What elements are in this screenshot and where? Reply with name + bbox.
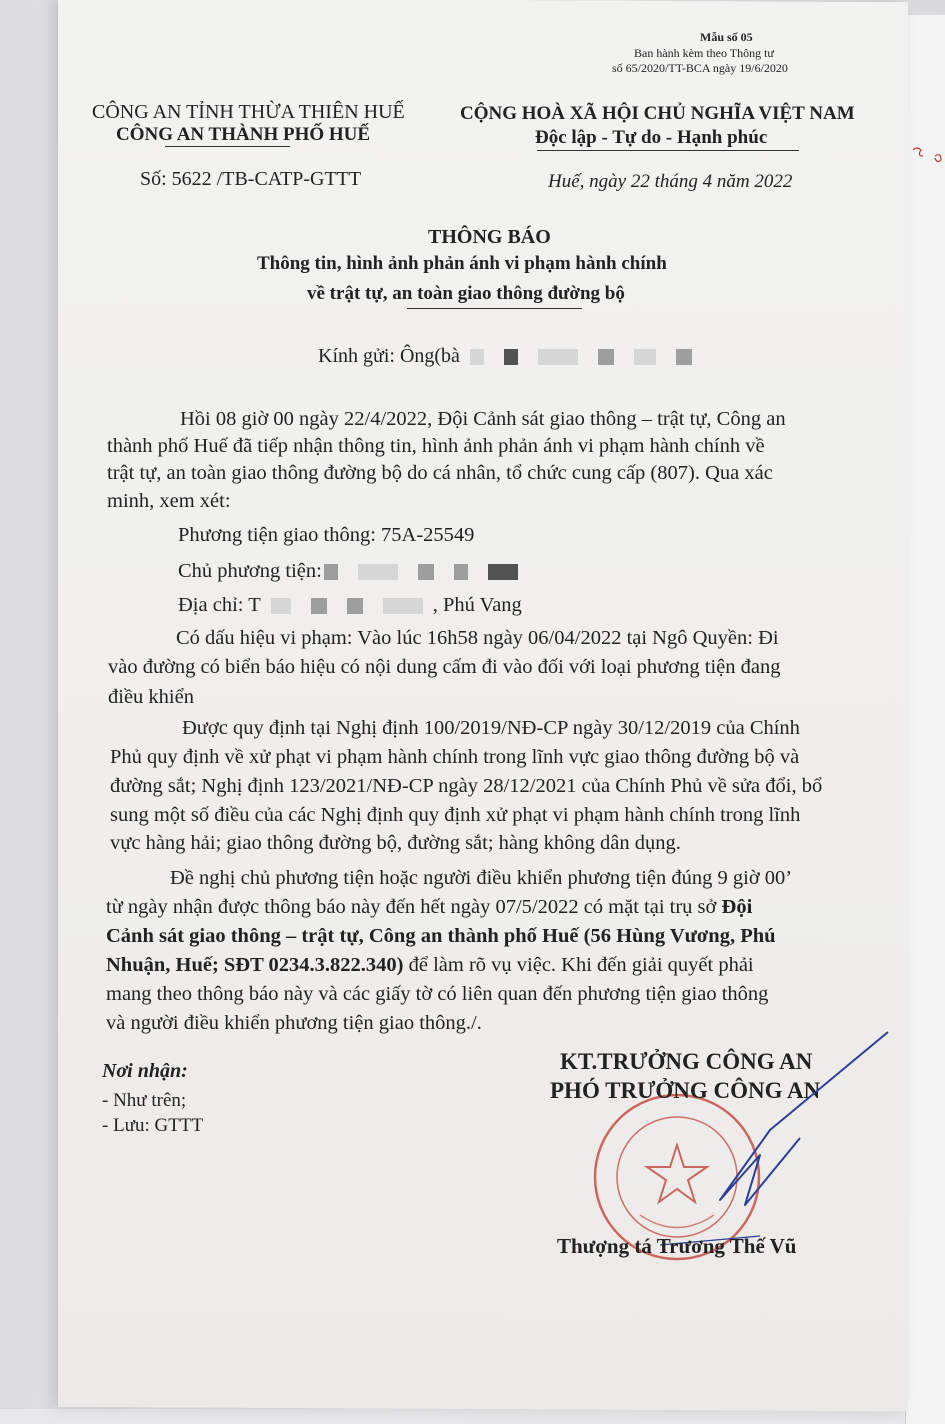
second-sheet bbox=[905, 15, 945, 1424]
national-motto: Độc lập - Tự do - Hạnh phúc bbox=[535, 127, 768, 148]
redacted-block bbox=[418, 564, 434, 580]
signature-title-2: PHÓ TRƯỞNG CÔNG AN bbox=[550, 1078, 821, 1103]
request-line-4 bbox=[106, 954, 754, 977]
request-line-2b: Đội bbox=[721, 896, 753, 918]
document-subtitle-1: Thông tin, hình ảnh phản ánh vi phạm hành chính bbox=[257, 253, 667, 274]
legal-line-1: Được quy định tại Nghị định 100/2019/NĐ-CP ngày 30/12/2019 của Chính bbox=[182, 717, 800, 739]
redacted-block bbox=[324, 564, 338, 580]
motto-underline bbox=[537, 150, 799, 151]
handwritten-signature bbox=[650, 1020, 900, 1260]
recipient-line bbox=[318, 345, 702, 368]
redacted-block bbox=[538, 349, 578, 365]
recipient-item: - Lưu: GTTT bbox=[102, 1115, 204, 1136]
legal-line-4: sung một số điều của các Nghị định quy định xử phạt vi phạm hành chính trong lĩnh bbox=[110, 804, 801, 826]
violation-line-3: điều khiển bbox=[108, 686, 194, 708]
redacted-block bbox=[488, 564, 518, 580]
redacted-block bbox=[504, 349, 518, 365]
national-title: CỘNG HOÀ XÃ HỘI CHỦ NGHĨA VIỆT NAM bbox=[460, 103, 855, 124]
owner-line bbox=[178, 560, 528, 583]
request-line-4b: để làm rõ vụ việc. Khi đến giải quyết phải bbox=[403, 954, 754, 976]
recipient-label: Kính gửi: Ông(bà bbox=[318, 345, 460, 367]
request-line-1: Đề nghị chủ phương tiện hoặc người điều khiển phương tiện đúng 9 giờ 00’ bbox=[170, 867, 793, 889]
request-line-3 bbox=[106, 925, 776, 948]
redacted-block bbox=[470, 349, 484, 365]
p1-line-3: trật tự, an toàn giao thông đường bộ do cá nhân, tổ chức cung cấp (807). Qua xác bbox=[107, 462, 773, 484]
recipients-label: Nơi nhận: bbox=[102, 1060, 188, 1082]
agency-underline bbox=[165, 146, 290, 147]
document-number: Số: 5622 /TB-CATP-GTTT bbox=[140, 168, 362, 190]
vehicle-plate: Phương tiện giao thông: 75A-25549 bbox=[178, 524, 475, 546]
owner-label: Chủ phương tiện: bbox=[178, 560, 322, 582]
signer-name: Thượng tá Trương Thế Vũ bbox=[557, 1234, 797, 1258]
redacted-block bbox=[347, 598, 363, 614]
agency-name: CÔNG AN THÀNH PHỐ HUẾ bbox=[116, 124, 371, 145]
request-line-6: và người điều khiển phương tiện giao thông./. bbox=[106, 1012, 482, 1034]
document-title: THÔNG BÁO bbox=[428, 226, 551, 248]
redacted-block bbox=[454, 564, 468, 580]
request-line-3-bold: Cảnh sát giao thông – trật tự, Công an thành phố Huế (56 Hùng Vương, Phú bbox=[106, 925, 776, 947]
redacted-block bbox=[634, 349, 656, 365]
request-line-2a: từ ngày nhận được thông báo này đến hết ngày 07/5/2022 có mặt tại trụ sở bbox=[106, 896, 722, 918]
form-issued-with: Ban hành kèm theo Thông tư bbox=[634, 46, 774, 60]
violation-line-2: vào đường có biển báo hiệu có nội dung cấm đi vào đối với loại phương tiện đang bbox=[108, 656, 781, 678]
subtitle-underline bbox=[407, 308, 582, 309]
request-line-2 bbox=[106, 896, 752, 919]
redacted-block bbox=[358, 564, 398, 580]
violation-line-1: Có dấu hiệu vi phạm: Vào lúc 16h58 ngày 06/04/2022 tại Ngô Quyền: Đi bbox=[176, 627, 779, 649]
place-date: Huế, ngày 22 tháng 4 năm 2022 bbox=[548, 171, 793, 192]
legal-line-5: vực hàng hải; giao thông đường bộ, đường sắt; hàng không dân dụng. bbox=[110, 832, 681, 854]
signature-title-1: KT.TRƯỞNG CÔNG AN bbox=[560, 1049, 813, 1074]
redacted-block bbox=[598, 349, 614, 365]
redacted-block bbox=[311, 598, 327, 614]
margin-scribble bbox=[905, 138, 945, 178]
redacted-block bbox=[676, 349, 692, 365]
legal-line-2: Phủ quy định về xử phạt vi phạm hành chính trong lĩnh vực giao thông đường bộ và bbox=[110, 746, 800, 768]
p1-line-1: Hồi 08 giờ 00 ngày 22/4/2022, Đội Cảnh sát giao thông – trật tự, Công an bbox=[180, 408, 786, 430]
redacted-block bbox=[383, 598, 423, 614]
p1-line-4: minh, xem xét: bbox=[107, 490, 231, 512]
recipient-item: - Như trên; bbox=[102, 1090, 187, 1111]
form-circular: số 65/2020/TT-BCA ngày 19/6/2020 bbox=[612, 61, 788, 75]
form-number: Mẫu số 05 bbox=[700, 30, 753, 44]
p1-line-2: thành phố Huế đã tiếp nhận thông tin, hình ảnh phản ánh vi phạm hành chính về bbox=[107, 435, 765, 457]
request-line-5: mang theo thông báo này và các giấy tờ có liên quan đến phương tiện giao thông bbox=[106, 983, 769, 1005]
agency-parent: CÔNG AN TỈNH THỪA THIÊN HUẾ bbox=[92, 101, 405, 123]
document-subtitle-2: về trật tự, an toàn giao thông đường bộ bbox=[307, 283, 625, 304]
redacted-block bbox=[271, 598, 291, 614]
address-label: Địa chỉ: T bbox=[178, 594, 261, 616]
address-line bbox=[178, 594, 522, 617]
legal-line-3: đường sắt; Nghị định 123/2021/NĐ-CP ngày 28/12/2021 của Chính Phủ về sửa đổi, bổ bbox=[110, 775, 823, 797]
address-end: , Phú Vang bbox=[432, 594, 522, 616]
request-line-4a: Nhuận, Huế; SĐT 0234.3.822.340) bbox=[106, 954, 404, 976]
